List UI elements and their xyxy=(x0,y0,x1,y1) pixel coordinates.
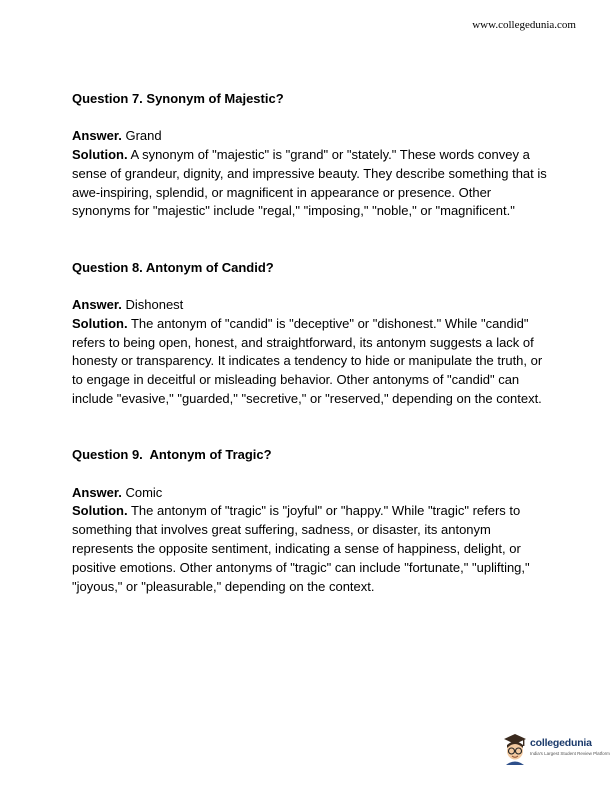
question-block xyxy=(72,90,552,221)
graduate-mascot-icon xyxy=(502,732,528,766)
qa-list xyxy=(72,90,552,596)
logo-tagline: India's Largest Student Review Platform xyxy=(530,751,610,756)
solution-label: Solution. xyxy=(72,315,128,331)
solution-paragraph xyxy=(72,315,552,409)
site-url: www.collegedunia.com xyxy=(472,19,576,31)
answer-label: Answer. xyxy=(72,297,122,313)
question-title: Question 7. Synonym of Majestic? xyxy=(72,91,284,106)
question-block xyxy=(72,259,552,409)
answer-label: Answer. xyxy=(72,484,122,500)
solution-text: The antonym of "candid" is "deceptive" or "dishonest." While "candid" refers to being open, honest, and straightforward, its antonym suggests a lack of honesty or transparency. It indicates a tendency to hide or manipulate the truth, or to engage in deceitful or misleading behavior. Other antonyms of "candid" can include "evasive," "guarded," "secretive," or "reserved," depending on the context. xyxy=(72,315,543,407)
solution-paragraph xyxy=(72,502,552,596)
solution-label: Solution. xyxy=(72,147,128,163)
question-title: Question 8. Antonym of Candid? xyxy=(72,259,274,275)
solution-text: A synonym of "majestic" is "grand" or "stately." These words convey a sense of grandeur, dignity, and impressive beauty. They describe something that is awe-inspiring, splendid, or magnificent in appearance or presence. Other synonyms for "majestic" include "regal," "imposing," "noble," or "magnificent." xyxy=(72,147,547,219)
logo-wordmark: collegedunia xyxy=(530,737,592,749)
collegedunia-logo xyxy=(502,730,610,770)
answer-text: Dishonest xyxy=(121,297,184,313)
question-title: Question 9. Antonym of Tragic? xyxy=(72,447,272,463)
answer-text: Comic xyxy=(121,484,163,500)
answer-line xyxy=(72,296,552,315)
answer-line xyxy=(72,127,552,146)
solution-text: The antonym of "tragic" is "joyful" or "happy." While "tragic" refers to something that involves great suffering, sadness, or disaster, its antonym represents the opposite sentiment, indicating a sense of happiness, delight, or positive emotions. Other antonyms of "tragic" can include "fortunate," "uplifting," "joyous," or "pleasurable," depending on the context. xyxy=(72,503,530,594)
question-block xyxy=(72,446,552,596)
answer-line xyxy=(72,484,552,503)
answer-text: Grand xyxy=(121,128,162,144)
solution-paragraph xyxy=(72,146,552,221)
solution-label: Solution. xyxy=(72,503,128,519)
answer-label: Answer. xyxy=(72,128,122,144)
